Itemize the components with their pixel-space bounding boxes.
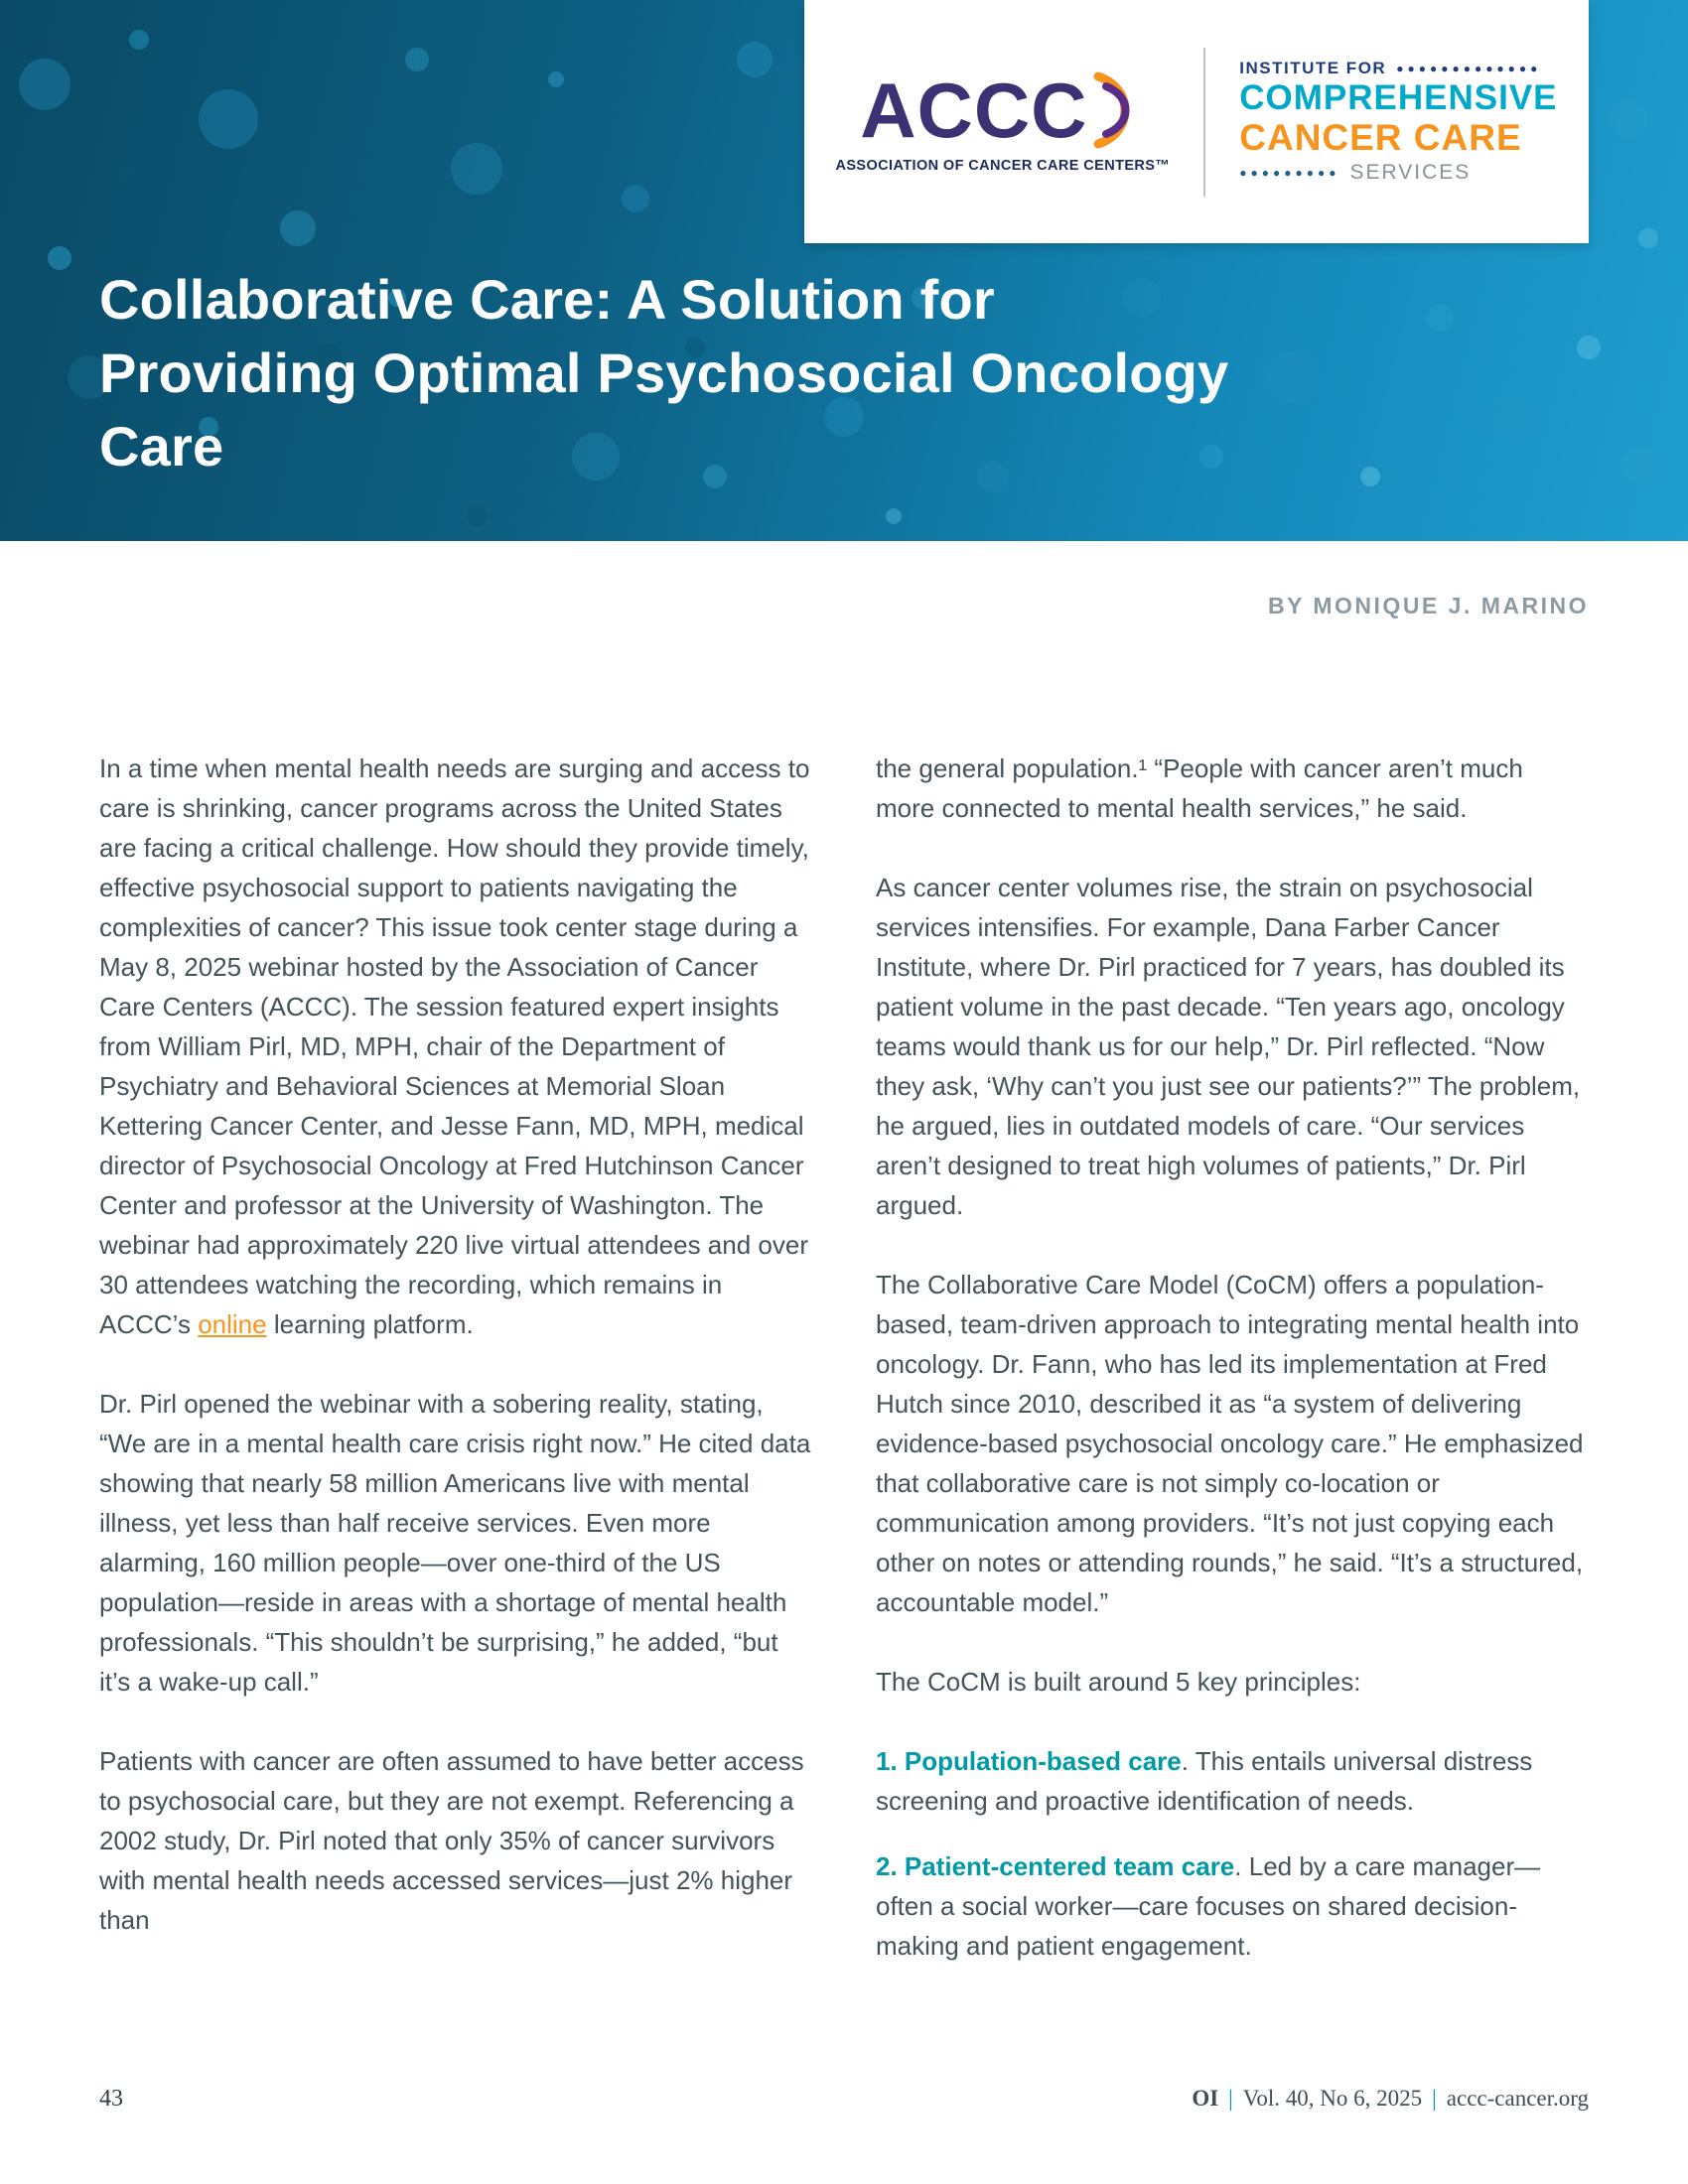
accc-tagline: ASSOCIATION OF CANCER CARE CENTERS™ (835, 157, 1171, 174)
article-body (0, 749, 1688, 1991)
principle-lead: 1. Population-based care (876, 1746, 1182, 1776)
institute-logo (1239, 59, 1557, 185)
website-link[interactable]: accc-cancer.org (1446, 2086, 1589, 2111)
institute-for-label: INSTITUTE FOR (1239, 59, 1387, 78)
paragraph-text: In a time when mental health needs are surging and access to care is shrinking, cancer programs across the United States are facing a critical challenge. How should they provide timely, effective psychosocial support to patients navigating the complexities of cancer? This issue took center stage during a May 8, 2025 webinar hosted by the Association of Cancer Care Centers (ACCC). The session featured expert insights from William Pirl, MD, MPH, chair of the Department of Psychiatry and Behavioral Sciences at Memorial Sloan Kettering Cancer Center, and Jesse Fann, MD, MPH, medical director of Psychosocial Oncology at Fred Hutchinson Cancer Center and professor at the University of Washington. The webinar had approximately 220 live virtual attendees and over 30 attendees watching the recording, which remains in ACCC’s (99, 753, 810, 1339)
institute-dots-top: ●●●●●●●●●●●●● (1396, 62, 1542, 76)
online-link[interactable]: online (198, 1309, 267, 1339)
institute-dots-bottom: ●●●●●●●●● (1239, 165, 1340, 180)
right-column (876, 749, 1589, 1991)
article-title: Collaborative Care: A Solution for Providing Optimal Psychosocial Oncology Care (99, 268, 1229, 478)
paragraph-access: Patients with cancer are often assumed to have better access to psychosocial care, but they are not exempt. Referencing a 2002 study, Dr. Pirl noted that only 35% of cancer survivors with mental health needs accessed services—just 2% higher than (99, 1746, 804, 1935)
byline: BY MONIQUE J. MARINO (1267, 593, 1589, 618)
principle-text: . This entails universal distress screening and proactive identification of needs. (876, 1746, 1533, 1816)
issue-info: Vol. 40, No 6, 2025 (1242, 2086, 1423, 2111)
left-column (99, 749, 812, 1991)
header-banner (0, 0, 1688, 541)
logo-box (804, 0, 1589, 243)
principle-lead: 2. Patient-centered team care (876, 1851, 1235, 1881)
principle-item-1 (876, 1741, 1589, 1821)
principle-text: . Led by a care manager—often a social worker—care focuses on shared decision-making and patient engagement. (876, 1851, 1541, 1961)
paragraph-principles-intro: The CoCM is built around 5 key principles: (876, 1667, 1361, 1697)
logo-divider (1203, 48, 1205, 197)
principle-item-2 (876, 1846, 1589, 1966)
page-footer (99, 2086, 1589, 2113)
paragraph-crisis: Dr. Pirl opened the webinar with a sobering reality, stating, “We are in a mental health care crisis right now.” He cited data showing that nearly 58 million Americans live with mental illness, yet less than half receive services. Even more alarming, 160 million people—over one-third of the US population—reside in areas with a shortage of mental health professionals. “This shouldn’t be surprising,” he added, “but it’s a wake-up call.” (99, 1389, 811, 1697)
page-number: 43 (99, 2086, 123, 2112)
journal-abbreviation: OI (1192, 2086, 1219, 2111)
footer-separator: | (1228, 2086, 1233, 2111)
institute-services-label: SERVICES (1349, 160, 1472, 184)
accc-swoosh-icon (1092, 70, 1146, 150)
paragraph-population: the general population.¹ “People with cancer aren’t much more connected to mental health services,” he said. (876, 753, 1523, 823)
institute-cancer-care-label: CANCER CARE (1239, 117, 1522, 159)
paragraph-cocm: The Collaborative Care Model (CoCM) offers a population-based, team-driven approach to integrating mental health into oncology. Dr. Fann, who has led its implementation at Fred Hutch since 2010, described it as “a system of delivering evidence-based psychosocial oncology care.” He emphasized that collaborative care is not simply co-location or communication among providers. “It’s not just copying each other on notes or attending rounds,” he said. “It’s a structured, accountable model.” (876, 1270, 1584, 1617)
footer-journal-info (1192, 2086, 1589, 2112)
footer-separator: | (1432, 2086, 1437, 2111)
accc-wordmark: ACCC (860, 66, 1088, 154)
paragraph-text: learning platform. (266, 1309, 474, 1339)
accc-logo (835, 66, 1171, 174)
paragraph-intro (99, 749, 812, 1344)
paragraph-volumes: As cancer center volumes rise, the strain on psychosocial services intensifies. For example, Dana Farber Cancer Institute, where Dr. Pirl practiced for 7 years, has doubled its patient volume in the past decade. “Ten years ago, oncology teams would thank us for our help,” Dr. Pirl reflected. “Now they ask, ‘Why can’t you just see our patients?’” The problem, he argued, lies in outdated models of care. “Our services aren’t designed to treat high volumes of patients,” Dr. Pirl argued. (876, 873, 1581, 1220)
institute-comprehensive-label: COMPREHENSIVE (1239, 78, 1558, 118)
